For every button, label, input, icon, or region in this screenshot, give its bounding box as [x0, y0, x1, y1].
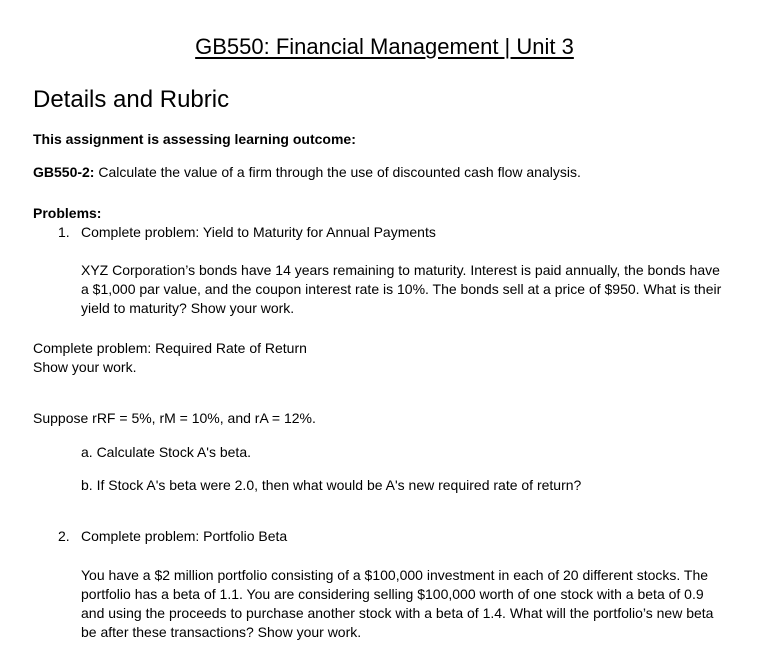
problem1-number: 1. [58, 224, 70, 240]
document-title: GB550: Financial Management | Unit 3 [195, 34, 574, 59]
required-rate-part-a: a. Calculate Stock A's beta. [81, 444, 251, 460]
outcome-text: Calculate the value of a firm through the use of discounted cash flow analysis. [94, 164, 581, 180]
required-rate-given: Suppose rRF = 5%, rM = 10%, and rA = 12%. [33, 410, 316, 426]
problem2-line: be after these transactions? Show your work. [81, 624, 362, 640]
problem2-line: portfolio has a beta of 1.1. You are considering selling $100,000 worth of one stock with a beta of 0.9 [81, 586, 704, 602]
required-rate-part-b: b. If Stock A's beta were 2.0, then what would be A's new required rate of return? [81, 477, 582, 493]
required-rate-instruction: Show your work. [33, 359, 137, 375]
problem1-line: a $1,000 par value, and the coupon interest rate is 10%. The bonds sell at a price of $950. What is their [81, 281, 722, 297]
problem1-body [81, 261, 761, 318]
problem1-line: yield to maturity? Show your work. [81, 300, 295, 316]
problem2-number: 2. [58, 528, 70, 544]
required-rate-title: Complete problem: Required Rate of Return [33, 340, 307, 356]
section-heading: Details and Rubric [33, 86, 230, 113]
problem2-title: Complete problem: Portfolio Beta [81, 528, 288, 544]
outcome-intro: This assignment is assessing learning outcome: [33, 131, 356, 147]
problem2-line: and using the proceeds to purchase another stock with a beta of 1.4. What will the portfolio’s new beta [81, 605, 714, 621]
problems-label: Problems: [33, 205, 102, 221]
outcome-code: GB550-2: [33, 164, 95, 180]
problem2-body [81, 566, 761, 642]
problem1-title: Complete problem: Yield to Maturity for Annual Payments [81, 224, 436, 240]
problem1-line: XYZ Corporation’s bonds have 14 years remaining to maturity. Interest is paid annually, the bonds have [81, 262, 720, 278]
problem2-line: You have a $2 million portfolio consisting of a $100,000 investment in each of 20 different stocks. The [81, 567, 709, 583]
learning-outcome [33, 163, 581, 182]
